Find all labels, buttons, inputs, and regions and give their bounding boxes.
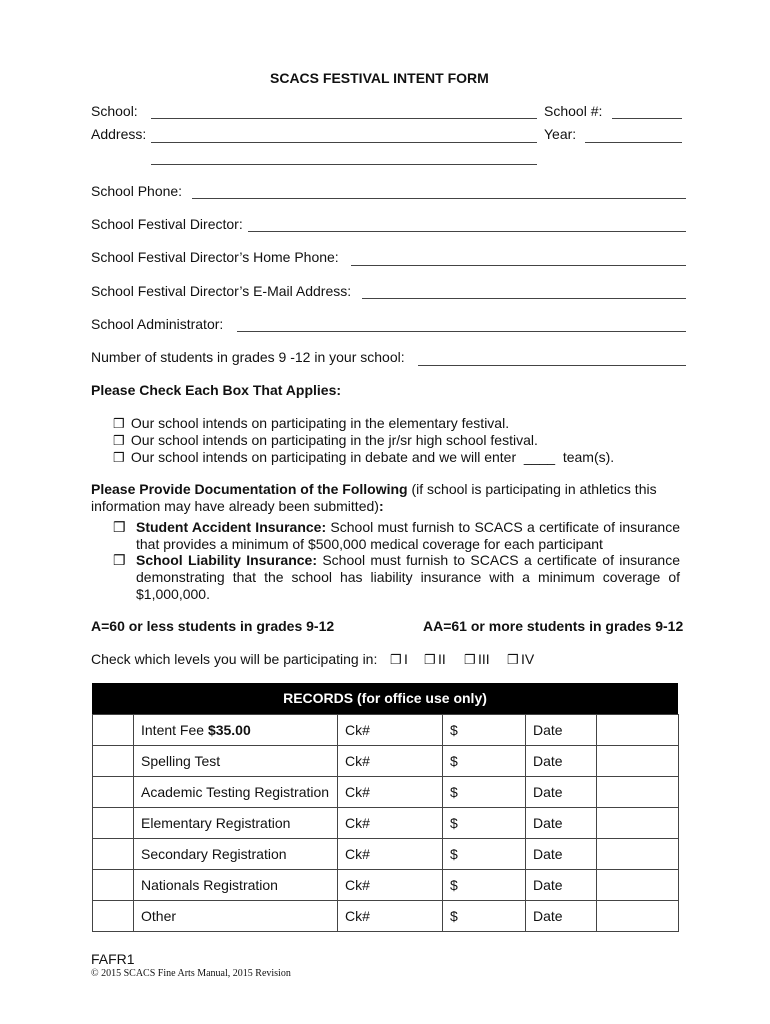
checkbox-icon[interactable]: ❒ — [113, 433, 125, 448]
checkbox-icon[interactable]: ❒ — [424, 652, 436, 667]
student-accident-insurance-text: School must furnish to SCACS a certificate of insurance that provides a minimum of $500,000 medical coverage for each participant — [136, 519, 680, 552]
checklist-item[interactable] — [113, 449, 614, 466]
school-field[interactable] — [151, 118, 537, 119]
records-row — [93, 715, 679, 746]
records-table — [92, 683, 678, 932]
form-title: SCACS FESTIVAL INTENT FORM — [270, 70, 489, 86]
checkbox-icon[interactable]: ❒ — [113, 552, 126, 568]
records-date-cell[interactable]: Date — [526, 777, 597, 808]
address-field-line-2[interactable] — [151, 164, 537, 165]
records-check-cell[interactable] — [93, 901, 134, 932]
level-option-label: IV — [521, 651, 535, 667]
records-check-cell[interactable] — [93, 777, 134, 808]
school-liability-insurance-text: School must furnish to SCACS a certificate of insurance demonstrating that the school has liability insurance with a minimum coverage of $1,000,000. — [136, 552, 680, 602]
school-label: School: — [91, 103, 138, 119]
school-number-field[interactable] — [612, 118, 682, 119]
checkbox-icon[interactable]: ❒ — [464, 652, 476, 667]
records-check-cell[interactable] — [93, 746, 134, 777]
director-home-phone-label: School Festival Director’s Home Phone: — [91, 249, 339, 265]
checklist-item[interactable] — [113, 415, 509, 432]
records-check-cell[interactable] — [93, 808, 134, 839]
checklist-item-label: Our school intends on participating in debate and we will enter ____ team(s). — [130, 449, 615, 465]
records-amount-cell[interactable]: $ — [443, 901, 526, 932]
level-option-label: I — [404, 651, 408, 667]
records-item-amount: $35.00 — [207, 722, 251, 738]
records-amount-cell[interactable]: $ — [443, 715, 526, 746]
records-date-cell[interactable]: Date — [526, 901, 597, 932]
school-number-label: School #: — [544, 103, 603, 119]
level-option-ii[interactable] — [424, 651, 446, 668]
festival-director-label: School Festival Director: — [91, 216, 243, 232]
director-home-phone-field[interactable] — [351, 265, 686, 266]
classification-aa: AA=61 or more students in grades 9-12 — [423, 618, 684, 634]
records-amount-cell[interactable]: $ — [443, 808, 526, 839]
records-ck-cell[interactable]: Ck# — [338, 777, 443, 808]
records-date-value-cell[interactable] — [597, 901, 679, 932]
records-row — [93, 777, 679, 808]
levels-label: Check which levels you will be participating in: — [91, 651, 378, 667]
checkbox-icon[interactable]: ❒ — [113, 519, 126, 535]
records-date-cell[interactable]: Date — [526, 715, 597, 746]
school-phone-label: School Phone: — [91, 183, 183, 199]
students-count-field[interactable] — [418, 365, 686, 366]
records-item-name — [134, 777, 338, 808]
students-count-label: Number of students in grades 9 -12 in your school: — [91, 349, 405, 365]
records-amount-cell[interactable]: $ — [443, 777, 526, 808]
records-item-label: Nationals Registration — [141, 877, 278, 893]
records-date-cell[interactable]: Date — [526, 839, 597, 870]
documentation-heading-colon: : — [378, 498, 384, 514]
records-item-name — [134, 808, 338, 839]
records-row — [93, 746, 679, 777]
records-amount-cell[interactable]: $ — [443, 839, 526, 870]
records-date-value-cell[interactable] — [597, 808, 679, 839]
records-row — [93, 808, 679, 839]
records-check-cell[interactable] — [93, 839, 134, 870]
records-ck-cell[interactable]: Ck# — [338, 901, 443, 932]
checkbox-icon[interactable]: ❒ — [390, 652, 402, 667]
festival-director-field[interactable] — [248, 231, 686, 232]
address-field[interactable] — [151, 142, 537, 143]
records-row — [93, 839, 679, 870]
records-ck-cell[interactable]: Ck# — [338, 746, 443, 777]
form-code: FAFR1 — [91, 951, 135, 967]
records-item-name — [134, 839, 338, 870]
records-date-value-cell[interactable] — [597, 777, 679, 808]
records-item-name — [134, 870, 338, 901]
checklist-item-label: Our school intends on participating in the jr/sr high school festival. — [130, 432, 538, 448]
checkbox-icon[interactable]: ❒ — [113, 450, 125, 465]
records-item-label: Spelling Test — [141, 753, 221, 769]
records-date-cell[interactable]: Date — [526, 808, 597, 839]
records-amount-cell[interactable]: $ — [443, 870, 526, 901]
check-section-heading: Please Check Each Box That Applies: — [91, 382, 342, 398]
records-check-cell[interactable] — [93, 715, 134, 746]
records-date-value-cell[interactable] — [597, 870, 679, 901]
records-ck-cell[interactable]: Ck# — [338, 808, 443, 839]
records-date-cell[interactable]: Date — [526, 870, 597, 901]
records-item-label: Intent Fee — [141, 722, 208, 738]
school-liability-insurance-item — [136, 552, 680, 603]
records-heading: RECORDS (for office use only) — [92, 683, 678, 714]
administrator-label: School Administrator: — [91, 316, 224, 332]
director-email-field[interactable] — [362, 298, 686, 299]
checkbox-icon[interactable]: ❒ — [507, 652, 519, 667]
checklist-item[interactable] — [113, 432, 538, 449]
records-item-name — [134, 901, 338, 932]
year-label: Year: — [544, 126, 577, 142]
school-phone-field[interactable] — [192, 198, 686, 199]
records-ck-cell[interactable]: Ck# — [338, 870, 443, 901]
documentation-heading-bold: Please Provide Documentation of the Following — [91, 481, 408, 497]
records-item-name — [134, 715, 338, 746]
records-row — [93, 870, 679, 901]
copyright-text: © 2015 SCACS Fine Arts Manual, 2015 Revision — [91, 968, 291, 979]
records-row — [93, 901, 679, 932]
level-option-label: III — [478, 651, 490, 667]
checklist-item-label: Our school intends on participating in the elementary festival. — [130, 415, 510, 431]
records-item-name — [134, 746, 338, 777]
records-ck-cell[interactable]: Ck# — [338, 839, 443, 870]
documentation-heading-rest: (if school is participating in athletics this information may have already been submitted) — [91, 481, 657, 514]
records-amount-cell[interactable]: $ — [443, 746, 526, 777]
student-accident-insurance-title: Student Accident Insurance: — [136, 519, 327, 535]
records-item-label: Academic Testing Registration — [141, 784, 330, 800]
records-item-label: Elementary Registration — [141, 815, 291, 831]
school-liability-insurance-title: School Liability Insurance: — [136, 552, 317, 568]
level-option-i[interactable] — [390, 651, 408, 668]
records-ck-cell[interactable]: Ck# — [338, 715, 443, 746]
administrator-field[interactable] — [237, 331, 686, 332]
records-date-cell[interactable]: Date — [526, 746, 597, 777]
year-field[interactable] — [585, 142, 682, 143]
records-item-label: Secondary Registration — [141, 846, 287, 862]
student-accident-insurance-item — [136, 519, 680, 553]
records-date-value-cell[interactable] — [597, 839, 679, 870]
records-check-cell[interactable] — [93, 870, 134, 901]
records-date-value-cell[interactable] — [597, 715, 679, 746]
level-option-iii[interactable] — [464, 651, 490, 668]
classification-a: A=60 or less students in grades 9-12 — [91, 618, 335, 634]
checkbox-icon[interactable]: ❒ — [113, 416, 125, 431]
director-email-label: School Festival Director’s E-Mail Address: — [91, 283, 352, 299]
level-option-iv[interactable] — [507, 651, 534, 668]
documentation-heading — [91, 481, 679, 515]
level-option-label: II — [438, 651, 446, 667]
records-item-label: Other — [141, 908, 177, 924]
records-date-value-cell[interactable] — [597, 746, 679, 777]
address-label: Address: — [91, 126, 147, 142]
